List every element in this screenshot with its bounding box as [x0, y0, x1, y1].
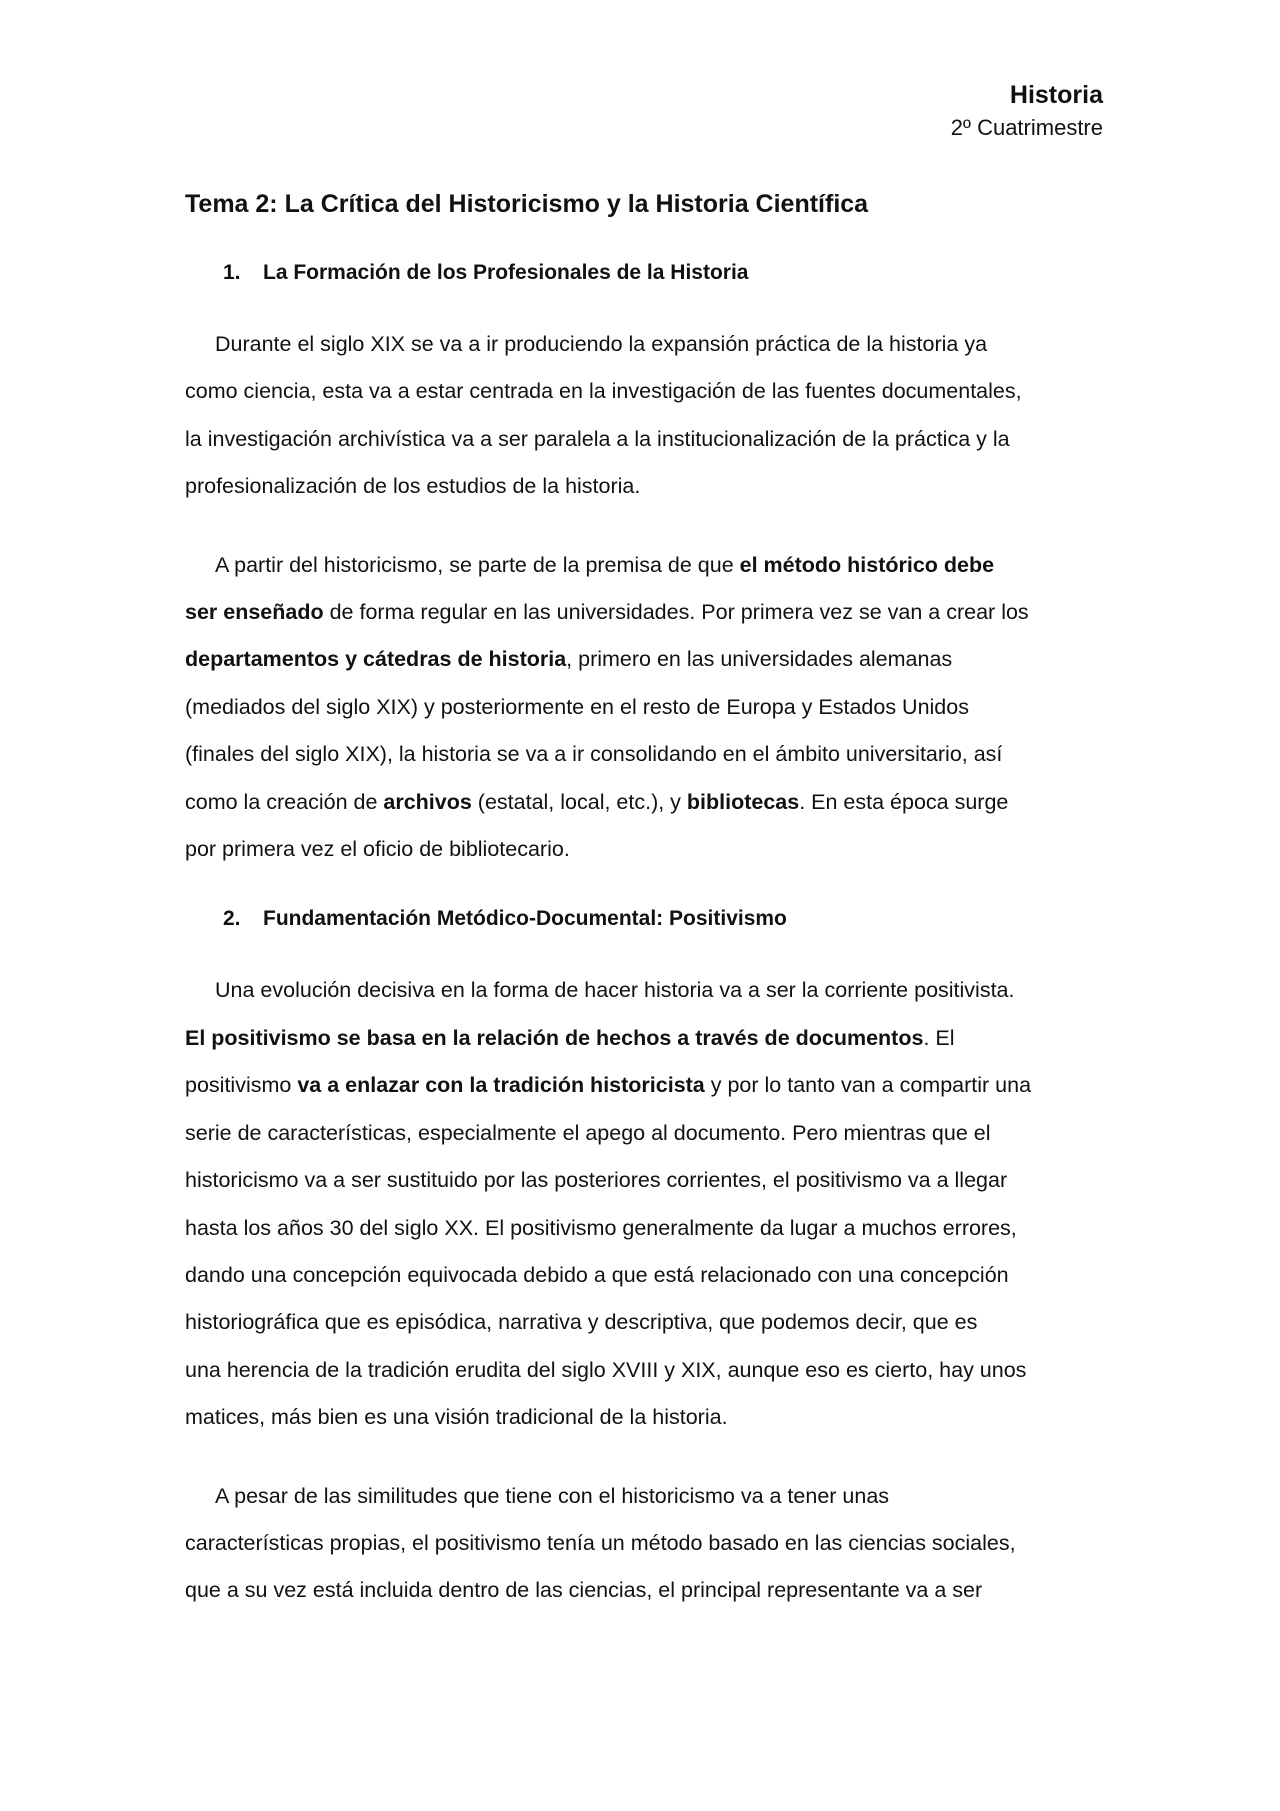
- text-run: Durante el siglo XIX se va a ir produciendo la expansión práctica de la historia ya: [215, 332, 988, 356]
- text-run: características propias, el positivismo tenía un método basado en las ciencias sociales,: [185, 1530, 1016, 1555]
- paragraph-line: [185, 368, 1105, 415]
- paragraph-line: [185, 1394, 1105, 1441]
- bold-text: ser enseñado: [185, 600, 324, 625]
- text-run: (mediados del siglo XIX) y posteriormente en el resto de Europa y Estados Unidos: [185, 694, 969, 719]
- text-run: y por lo tanto van a compartir una: [704, 1073, 1032, 1098]
- text-run: A partir del historicismo, se parte de la premisa de que: [215, 552, 740, 577]
- text-run: matices, más bien es una visión tradicional de la historia.: [185, 1405, 728, 1430]
- header-subject: Historia: [1009, 81, 1103, 109]
- page-header: [951, 78, 1103, 144]
- sections-container: [185, 258, 1105, 1615]
- paragraph-line: [185, 1520, 1105, 1567]
- text-run: , primero en las universidades alemanas: [566, 647, 953, 672]
- text-run: A pesar de las similitudes que tiene con el historicismo va a tener unas: [215, 1483, 890, 1508]
- text-run: serie de características, especialmente el apego al documento. Pero mientras que el: [185, 1120, 991, 1145]
- text-run: Una evolución decisiva en la forma de hacer historia va a ser la corriente positivista.: [215, 978, 1015, 1003]
- paragraph: [185, 542, 1105, 874]
- paragraph-line: [185, 1252, 1105, 1299]
- paragraph-line: [185, 1062, 1105, 1109]
- text-run: positivismo: [185, 1073, 298, 1098]
- text-run: dando una concepción equivocada debido a que está relacionado con una concepción: [185, 1262, 1009, 1287]
- text-run: de forma regular en las universidades. Por primera vez se van a crear los: [323, 600, 1029, 625]
- bold-text: va a enlazar con la tradición historicista: [297, 1073, 705, 1098]
- paragraph-line: [185, 321, 1105, 368]
- paragraph-line: [185, 1157, 1105, 1204]
- text-run: una herencia de la tradición erudita del siglo XVIII y XIX, aunque eso es cierto, hay unos: [185, 1357, 1027, 1382]
- text-run: . El: [923, 1025, 955, 1050]
- text-run: hasta los años 30 del siglo XX. El positivismo generalmente da lugar a muchos errores,: [185, 1215, 1017, 1240]
- paragraph-line: [185, 542, 1105, 589]
- bold-text: El positivismo se basa en la relación de hechos a través de documentos: [185, 1025, 924, 1050]
- paragraph-line: [185, 1110, 1105, 1157]
- paragraph-line: [185, 1205, 1105, 1252]
- paragraph-line: [185, 779, 1105, 826]
- text-run: . En esta época surge: [799, 789, 1009, 814]
- paragraph: [185, 321, 1105, 511]
- paragraph-line: [185, 463, 1105, 510]
- text-run: la investigación archivística va a ser paralela a la institucionalización de la práctica y la: [185, 426, 1010, 451]
- document-body: [185, 186, 1105, 1646]
- text-run: como la creación de: [185, 789, 384, 814]
- paragraph-line: [185, 731, 1105, 778]
- section-heading: [185, 904, 1105, 934]
- paragraph-line: [185, 1473, 1105, 1520]
- bold-text: departamentos y cátedras de historia: [185, 647, 567, 672]
- bold-text: bibliotecas: [686, 789, 800, 814]
- text-run: profesionalización de los estudios de la historia.: [185, 474, 641, 499]
- text-run: (estatal, local, etc.), y: [471, 789, 687, 814]
- paragraph-line: [185, 1015, 1105, 1062]
- section-number: 2.: [223, 907, 241, 931]
- section-heading: [185, 258, 1105, 288]
- text-run: por primera vez el oficio de bibliotecario.: [185, 837, 570, 862]
- document-title: Tema 2: La Crítica del Historicismo y la Historia Científica: [185, 190, 869, 218]
- paragraph-line: [185, 1567, 1105, 1614]
- paragraph-line: [185, 826, 1105, 873]
- paragraph-line: [185, 589, 1105, 636]
- bold-text: el método histórico debe: [739, 552, 995, 577]
- paragraph-line: [185, 967, 1105, 1014]
- paragraph-line: [185, 416, 1105, 463]
- paragraph: [185, 967, 1105, 1441]
- paragraph-line: [185, 1347, 1105, 1394]
- text-run: historicismo va a ser sustituido por las posteriores corrientes, el positivismo va a llegar: [185, 1168, 1008, 1193]
- paragraph-line: [185, 684, 1105, 731]
- paragraph-line: [185, 636, 1105, 683]
- text-run: como ciencia, esta va a estar centrada en la investigación de las fuentes documentales,: [185, 379, 1022, 404]
- section-number: 1.: [223, 261, 241, 284]
- paragraph-line: [185, 1299, 1105, 1346]
- paragraph: [185, 1473, 1105, 1615]
- section-heading-text: Fundamentación Metódico-Documental: Positivismo: [263, 907, 787, 931]
- text-run: que a su vez está incluida dentro de las ciencias, el principal representante va a ser: [185, 1578, 983, 1603]
- bold-text: archivos: [383, 789, 472, 814]
- section-heading-text: La Formación de los Profesionales de la Historia: [263, 261, 749, 284]
- text-run: historiográfica que es episódica, narrativa y descriptiva, que podemos decir, que es: [185, 1310, 978, 1335]
- header-term: 2º Cuatrimestre: [950, 115, 1103, 140]
- text-run: (finales del siglo XIX), la historia se va a ir consolidando en el ámbito universitario, así: [185, 742, 1003, 767]
